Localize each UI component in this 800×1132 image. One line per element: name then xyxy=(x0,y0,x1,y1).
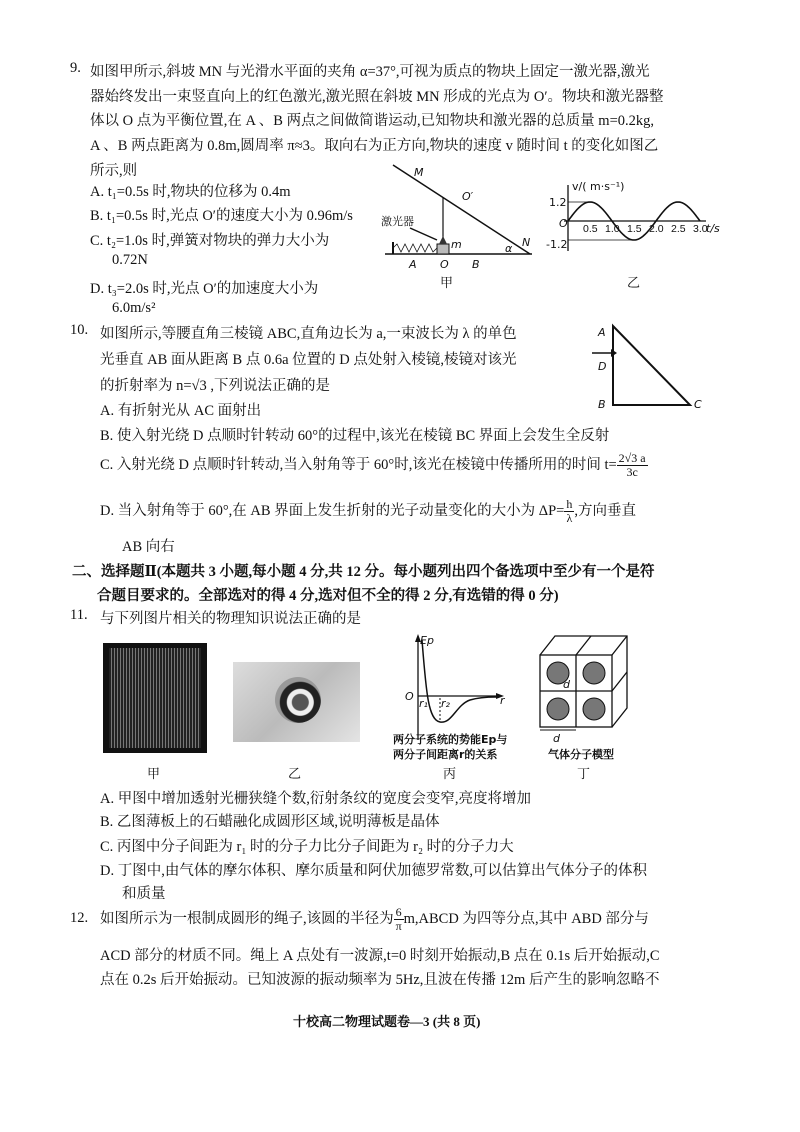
q11-option-c: C. 丙图中分子间距为 r₁ 时的分子力比分子间距为 r₂ 时的分子力大 xyxy=(100,839,514,855)
q9-option-b: B. t₁=0.5s 时,光点 O′的速度大小为 0.96m/s xyxy=(90,208,353,224)
ep-axis-label: Ep xyxy=(420,634,434,647)
q10-option-c-text: C. 入射光绕 D 点顺时针转动,当入射角等于 60°时,该光在棱镜中传播所用的时间 t= xyxy=(100,456,617,473)
q9-option-a: A. t₁=0.5s 时,物块的位移为 0.4m xyxy=(90,184,291,200)
q11-option-d: D. 丁图中,由气体的摩尔体积、摩尔质量和阿伏加德罗常数,可以估算出气体分子的体积 xyxy=(100,863,647,879)
q10-stem-line: 如图所示,等腰直角三棱镜 ABC,直角边长为 a,一束波长为 λ 的单色 xyxy=(100,326,517,342)
ytick-neg-1.2: -1.2 xyxy=(546,238,568,251)
caption-jia: 甲 xyxy=(440,275,454,290)
caption-ding: 丁 xyxy=(577,766,591,781)
chart-xlabel: t/s xyxy=(706,222,720,235)
numerator: 6 xyxy=(395,905,402,919)
gas-model-note: 气体分子模型 xyxy=(548,748,614,761)
chart-origin: O xyxy=(559,217,568,230)
prism-label-A: A xyxy=(598,326,606,339)
xtick-label: 2.0 xyxy=(649,223,664,235)
caption-bing: 丙 xyxy=(443,766,457,781)
denominator: λ xyxy=(566,511,573,525)
ep-note-1: 两分子系统的势能Ep与 xyxy=(393,733,508,746)
numerator: 2√3 a xyxy=(618,451,646,465)
q10-number: 10. xyxy=(70,322,89,338)
q9-stem-line: A 、B 两点距离为 0.8m,圆周率 π≈3。取向右为正方向,物块的速度 v 随时间 t 的变化如图乙 xyxy=(90,138,659,154)
q10-option-d-text: D. 当入射角等于 60°,在 AB 界面上发生折射的光子动量变化的大小为 ΔP= xyxy=(100,502,565,519)
r1-label: r₁ xyxy=(419,697,428,710)
prism-label-B: B xyxy=(598,398,606,411)
q12-number: 12. xyxy=(70,910,89,926)
fraction xyxy=(394,906,404,933)
q10-option-a: A. 有折射光从 AC 面射出 xyxy=(100,403,262,419)
q11-stem: 与下列图片相关的物理知识说法正确的是 xyxy=(100,611,361,627)
q9-stem-line: 所示,则 xyxy=(90,163,138,179)
q12-text: 如图所示为一根制成圆形的绳子,该圆的半径为 xyxy=(100,910,394,927)
q10-option-b: B. 使入射光绕 D 点顺时针转动 60°的过程中,该光在棱镜 BC 界面上会发生全反射 xyxy=(100,428,610,444)
label-M: M xyxy=(414,166,424,179)
q10-stem-line: 光垂直 AB 面从距离 B 点 0.6a 位置的 D 点处射入棱镜,棱镜对该光 xyxy=(100,352,517,368)
ep-note-2: 两分子间距离r的关系 xyxy=(393,748,498,761)
ytick-1.2: 1.2 xyxy=(549,196,567,209)
q11-number: 11. xyxy=(70,607,88,623)
q9-option-c: C. t₂=1.0s 时,弹簧对物块的弹力大小为 xyxy=(90,233,330,249)
q9-option-c-cont: 0.72N xyxy=(112,252,148,268)
q9-stem-line: 器始终发出一束竖直向上的红色激光,激光照在斜坡 MN 形成的光点为 O′。物块和激光器整 xyxy=(90,89,664,105)
section-2-heading: 二、选择题Ⅱ(本题共 3 小题,每小题 4 分,共 12 分。每小题列出四个备选项中至少有一个是符 xyxy=(72,564,655,580)
xtick-label: 3.0 xyxy=(693,223,708,235)
xtick-label: 1.5 xyxy=(627,223,642,235)
q11-option-d-cont: 和质量 xyxy=(122,886,166,902)
label-m: m xyxy=(451,238,462,251)
xtick-label: 0.5 xyxy=(583,223,598,235)
d-label-bottom: d xyxy=(553,732,560,745)
q10-option-d-tail: ,方向垂直 xyxy=(574,502,636,519)
denominator: 3c xyxy=(626,465,638,479)
r-axis-label: r xyxy=(500,694,505,707)
prism-label-C: C xyxy=(694,398,702,411)
prism-label-D: D xyxy=(598,360,607,373)
numerator: h xyxy=(566,497,573,511)
page-footer: 十校高二物理试题卷—3 (共 8 页) xyxy=(293,1014,481,1029)
q12-line-2: ACD 部分的材质不同。绳上 A 点处有一波源,t=0 时刻开始振动,B 点在 0.1s 后开始振动,C xyxy=(100,948,660,964)
q12-text: m,ABCD 为四等分点,其中 ABD 部分与 xyxy=(403,910,649,927)
q12-line-1 xyxy=(100,906,649,933)
label-laser: 激光器 xyxy=(381,215,414,228)
denominator: π xyxy=(395,919,402,933)
xtick-label: 2.5 xyxy=(671,223,686,235)
q11-option-a: A. 甲图中增加透射光栅狭缝个数,衍射条纹的宽度会变窄,亮度将增加 xyxy=(100,791,531,807)
q12-line-3: 点在 0.2s 后开始振动。已知波源的振动频率为 5Hz,且波在传播 12m 后产生的影响忽略不 xyxy=(100,972,660,988)
label-O-prime: O′ xyxy=(462,190,474,203)
label-alpha: α xyxy=(505,242,513,255)
label-N: N xyxy=(522,236,531,249)
q9-stem-line: 体以 O 点为平衡位置,在 A 、B 两点之间做简谐运动,已知物块和激光器的总质量 m=0.2kg, xyxy=(90,113,655,129)
caption-jia: 甲 xyxy=(147,766,161,781)
label-O: O xyxy=(440,258,449,271)
d-label-top: d xyxy=(563,678,570,691)
label-B: B xyxy=(472,258,480,271)
label-A: A xyxy=(409,258,417,271)
caption-yi: 乙 xyxy=(288,766,302,781)
q10-stem-line: 的折射率为 n=√3 ,下列说法正确的是 xyxy=(100,378,331,394)
chart-ylabel: v/( m·s⁻¹) xyxy=(572,180,625,193)
q9-option-d-cont: 6.0m/s² xyxy=(112,300,156,316)
caption-yi: 乙 xyxy=(627,275,641,290)
xtick-label: 1.0 xyxy=(605,223,620,235)
r2-label: r₂ xyxy=(441,697,450,710)
q9-number: 9. xyxy=(70,60,81,76)
q9-stem-line: 如图甲所示,斜坡 MN 与光滑水平面的夹角 α=37°,可视为质点的物块上固定一激光器,激光 xyxy=(90,64,650,80)
section-2-heading-cont: 合题目要求的。全部选对的得 4 分,选对但不全的得 2 分,有选错的得 0 分) xyxy=(97,588,559,604)
q11-option-b: B. 乙图薄板上的石蜡融化成圆形区域,说明薄板是晶体 xyxy=(100,814,440,830)
q9-option-d: D. t₃=2.0s 时,光点 O′的加速度大小为 xyxy=(90,281,319,297)
ep-origin: O xyxy=(405,690,414,703)
q10-option-d-cont: AB 向右 xyxy=(122,539,175,555)
